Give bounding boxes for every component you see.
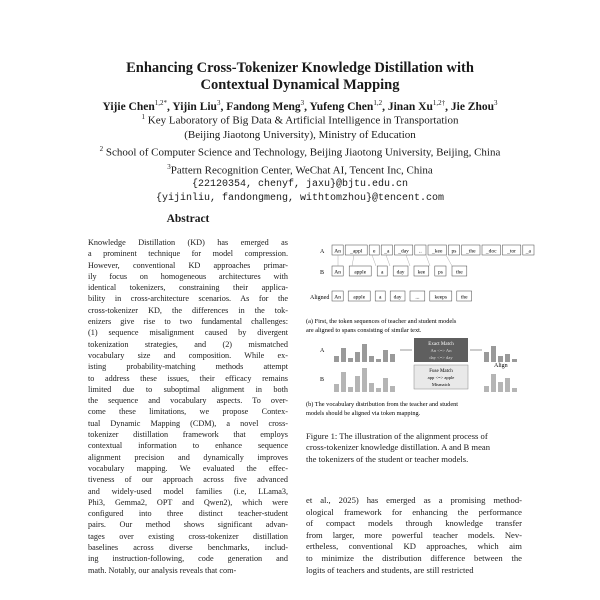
distribution-bar xyxy=(498,356,503,362)
abstract-line: vocabulary size and composition. While ex- xyxy=(88,350,288,360)
abstract-line: tokenization strategies, and (2) mismatched xyxy=(88,339,288,349)
distribution-bar xyxy=(355,352,360,362)
subcaption-a-line-2: are aligned to spans consisting of similar text. xyxy=(306,327,422,334)
dist-b-label: B xyxy=(320,377,325,383)
distribution-bar xyxy=(369,356,374,362)
affiliations xyxy=(0,110,600,207)
abstract-line: enizers give rise to two fundamental challenges: xyxy=(88,317,288,327)
token-label: a xyxy=(380,269,384,276)
distribution-bar xyxy=(491,374,496,392)
token-row-b xyxy=(332,266,467,276)
align-label: Align xyxy=(494,363,508,369)
distribution-bar xyxy=(505,354,510,362)
token-label: .. xyxy=(419,248,422,255)
caption-line: the tokenizers of the student or teacher models. xyxy=(306,453,469,464)
distribution-bar xyxy=(341,348,346,362)
token-label: _day xyxy=(398,248,409,255)
distribution-bar xyxy=(484,386,489,392)
fuse-match-line-1: app <=> apple xyxy=(427,375,455,380)
token-row-aligned xyxy=(332,291,472,301)
distribution-bar xyxy=(512,388,517,392)
token-label: _kee xyxy=(432,248,443,255)
token-label: _tor xyxy=(507,248,517,255)
token-label: apple xyxy=(353,294,366,301)
abstract-line: pairs. Our method shows significant advan- xyxy=(88,520,288,530)
body-line: to minimize the distribution difference between the xyxy=(306,552,522,563)
token-label: _a xyxy=(525,248,532,255)
alignment-connectors xyxy=(338,255,452,266)
abstract-line: to address these issues, their efficacy remains xyxy=(88,373,288,383)
token-label: apple xyxy=(354,269,367,276)
abstract-body xyxy=(88,237,288,576)
right-column-body xyxy=(306,495,522,576)
token-label: the xyxy=(456,269,463,276)
paper-title xyxy=(0,60,600,94)
abstract-line: a prominent technique for model compression. xyxy=(88,249,288,259)
token-label: day xyxy=(393,294,402,301)
fuse-match-title: Fuse Match xyxy=(429,369,453,374)
abstract-line: However, conventional KD approaches primar- xyxy=(88,260,288,270)
distribution-bar xyxy=(348,387,353,392)
row-b-label: B xyxy=(320,270,325,276)
row-a-label: A xyxy=(320,249,325,255)
author-list: Yijie Chen$^{1,2*}$, Yijin Liu$^3$, Fandong Meng$^3$, Yufeng Chen$^{1,2}$, Jinan $Xu^{1,2\dagger}$, Jie Zhou$^3$ xyxy=(102,99,498,113)
abstract-line: tokenizer distillation framework that employs xyxy=(88,430,288,440)
abstract-line: contextual information to enhance sequence xyxy=(88,441,288,451)
distribution-bar xyxy=(505,378,510,392)
token-label: the xyxy=(460,294,468,301)
distribution-bar xyxy=(334,356,339,362)
abstract-line: ily focus on homogeneous architectures with xyxy=(88,271,288,281)
token-label: _a xyxy=(384,248,390,255)
subcaption-b-line-2: models should be aligned via token mapping. xyxy=(306,410,421,417)
subcaption-a-line-1: (a) First, the token sequences of teacher and student models xyxy=(306,318,457,325)
distribution-bar xyxy=(355,376,360,392)
abstract-line: alignment precision and dynamically improves xyxy=(88,452,288,462)
caption-line: cross-tokenizer knowledge distillation. A and B mean xyxy=(306,442,491,453)
connector-line xyxy=(446,255,452,266)
token-row-a xyxy=(332,245,534,255)
distribution-bar xyxy=(383,378,388,392)
exact-match-line-2: day <=> day xyxy=(429,355,453,360)
abstract-line: tual Dynamic Mapping (CDM), a novel cross- xyxy=(88,418,288,428)
distribution-bars-right xyxy=(484,346,517,392)
abstract-line: and widely-used model families (i.e, LLama3, xyxy=(88,486,288,496)
distribution-bar xyxy=(512,359,517,362)
caption-line: Figure 1: The illustration of the alignment process of xyxy=(306,431,488,441)
abstract-line: identical tokenizers, constraining their applica- xyxy=(88,283,288,293)
token-label: kee xyxy=(417,269,426,276)
dist-a-label: A xyxy=(320,348,325,354)
token-label: day xyxy=(396,269,405,276)
abstract-line: vocabulary mapping. We evaluated the effec- xyxy=(88,463,288,473)
body-line: of compact models through knowledge transfer xyxy=(306,518,522,529)
distribution-bar xyxy=(362,344,367,362)
body-line: ertheless, conventional KD approaches, which aim xyxy=(306,541,522,552)
token-label: An xyxy=(334,294,341,301)
abstract-line: baselines across diverse benchmarks, includ- xyxy=(88,543,288,553)
abstract-line: limited due to suboptimal alignment in both xyxy=(88,384,288,394)
author: Jie Zhou$^3$ xyxy=(450,99,498,113)
connector-line xyxy=(406,255,410,266)
distribution-bar xyxy=(491,346,496,362)
figure-caption xyxy=(306,431,526,465)
body-line: logits of teachers and students, are still restricted xyxy=(306,564,474,575)
distribution-bar xyxy=(484,352,489,362)
distribution-bar xyxy=(390,386,395,392)
connector-line xyxy=(372,255,376,266)
abstract-line: tiveness of our approach across five advanced xyxy=(88,475,288,485)
distribution-bar xyxy=(383,350,388,362)
author: Yijin Liu$^3$ xyxy=(172,99,221,113)
email-line[interactable]: {22120354, chenyf, jaxu}@bjtu.edu.cn xyxy=(191,179,409,191)
token-label: ps xyxy=(451,248,457,255)
token-label: ... xyxy=(415,294,420,301)
abstract-line: cross-tokenizer KD, the differences in the tok- xyxy=(88,305,288,315)
abstract-line: Knowledge Distillation (KD) has emerged as xyxy=(88,238,288,247)
distribution-bar xyxy=(334,384,339,392)
distribution-bar xyxy=(348,358,353,362)
affiliation: $^2$ School of Computer Science and Technology, Beijing Jiaotong University, Beijing, China xyxy=(99,145,501,159)
distribution-bar xyxy=(341,372,346,392)
token-label: An xyxy=(334,269,341,276)
abstract-line: ing instruction-following, code generation and xyxy=(88,554,288,564)
abstract-line: isting probability-matching methods attempt xyxy=(88,362,288,372)
abstract-line: come these limitations, we propose Contex- xyxy=(88,407,288,417)
affiliation: (Beijing Jiaotong University), Ministry of Education xyxy=(184,128,416,141)
abstract-line: the sequence and vocabulary aspects. To over- xyxy=(88,396,288,406)
title-line-1: Enhancing Cross-Tokenizer Knowledge Distillation with xyxy=(126,60,474,76)
subcaption-b-line-1: (b) The vocabulary distribution from the teacher and student xyxy=(306,401,459,408)
distribution-bar xyxy=(376,359,381,362)
affiliation: $^3$Pattern Recognition Center, WeChat AI, Tencent Inc, China xyxy=(167,163,433,177)
fuse-match-line-2: Mismatch xyxy=(431,382,451,387)
distribution-bar xyxy=(376,388,381,392)
abstract-line: bility in cross-architecture scenarios. As for the xyxy=(88,294,288,304)
body-line: et al., 2025) has emerged as a promising method- xyxy=(306,495,522,505)
abstract-line: configured into three distinct teacher-student xyxy=(88,509,288,519)
token-label: _doc xyxy=(485,248,497,255)
email-line[interactable]: {yijinliu, fandongmeng, withtomzhou}@tencent.com xyxy=(155,193,445,205)
distribution-bars-left xyxy=(334,344,395,392)
body-line: ological framework for enhancing the performance xyxy=(306,506,522,517)
distribution-bar xyxy=(390,354,395,362)
token-label: keeps xyxy=(434,294,448,301)
abstract-line: Phi3, Gemma2, OPT and Qwen2), which were xyxy=(88,497,288,507)
author: Yijie Chen$^{1,2*}$ xyxy=(102,99,167,113)
distribution-bar xyxy=(369,383,374,392)
figure-1 xyxy=(306,240,530,435)
title-line-2: Contextual Dynamical Mapping xyxy=(200,77,400,93)
body-line: from larger, more powerful teacher models. Nev- xyxy=(306,529,522,540)
author: Jinan $Xu^{1,2\dagger}$ xyxy=(387,99,446,113)
token-label: ps xyxy=(437,269,443,276)
affiliation: $^1$ Key Laboratory of Big Data & Artificial Intelligence in Transportation xyxy=(141,113,459,127)
distribution-bar xyxy=(362,368,367,392)
exact-match-title: Exact Match xyxy=(428,342,454,347)
exact-match-line-1: An <=> An xyxy=(430,348,452,353)
connector-line xyxy=(426,255,430,266)
author: Fandong Meng$^3$ xyxy=(226,99,305,113)
token-label: _appl xyxy=(350,248,363,255)
token-label: a xyxy=(378,294,382,301)
abstract-line: (1) sequence misalignment caused by divergent xyxy=(88,328,288,338)
token-label: e xyxy=(372,248,376,255)
abstract-line: math. Notably, our analysis reveals that com- xyxy=(88,565,237,575)
token-label: An xyxy=(334,248,341,255)
connector-line xyxy=(352,255,354,266)
abstract-heading: Abstract xyxy=(166,213,210,225)
distribution-bar xyxy=(498,382,503,392)
abstract-line: tages over existing cross-tokenizer distillation xyxy=(88,531,288,541)
row-aligned-label: Aligned xyxy=(310,295,330,301)
token-label: _the xyxy=(466,248,476,255)
connector-line xyxy=(386,255,390,266)
author: Yufeng Chen$^{1,2}$ xyxy=(309,99,383,113)
figure-diagram xyxy=(306,240,530,430)
